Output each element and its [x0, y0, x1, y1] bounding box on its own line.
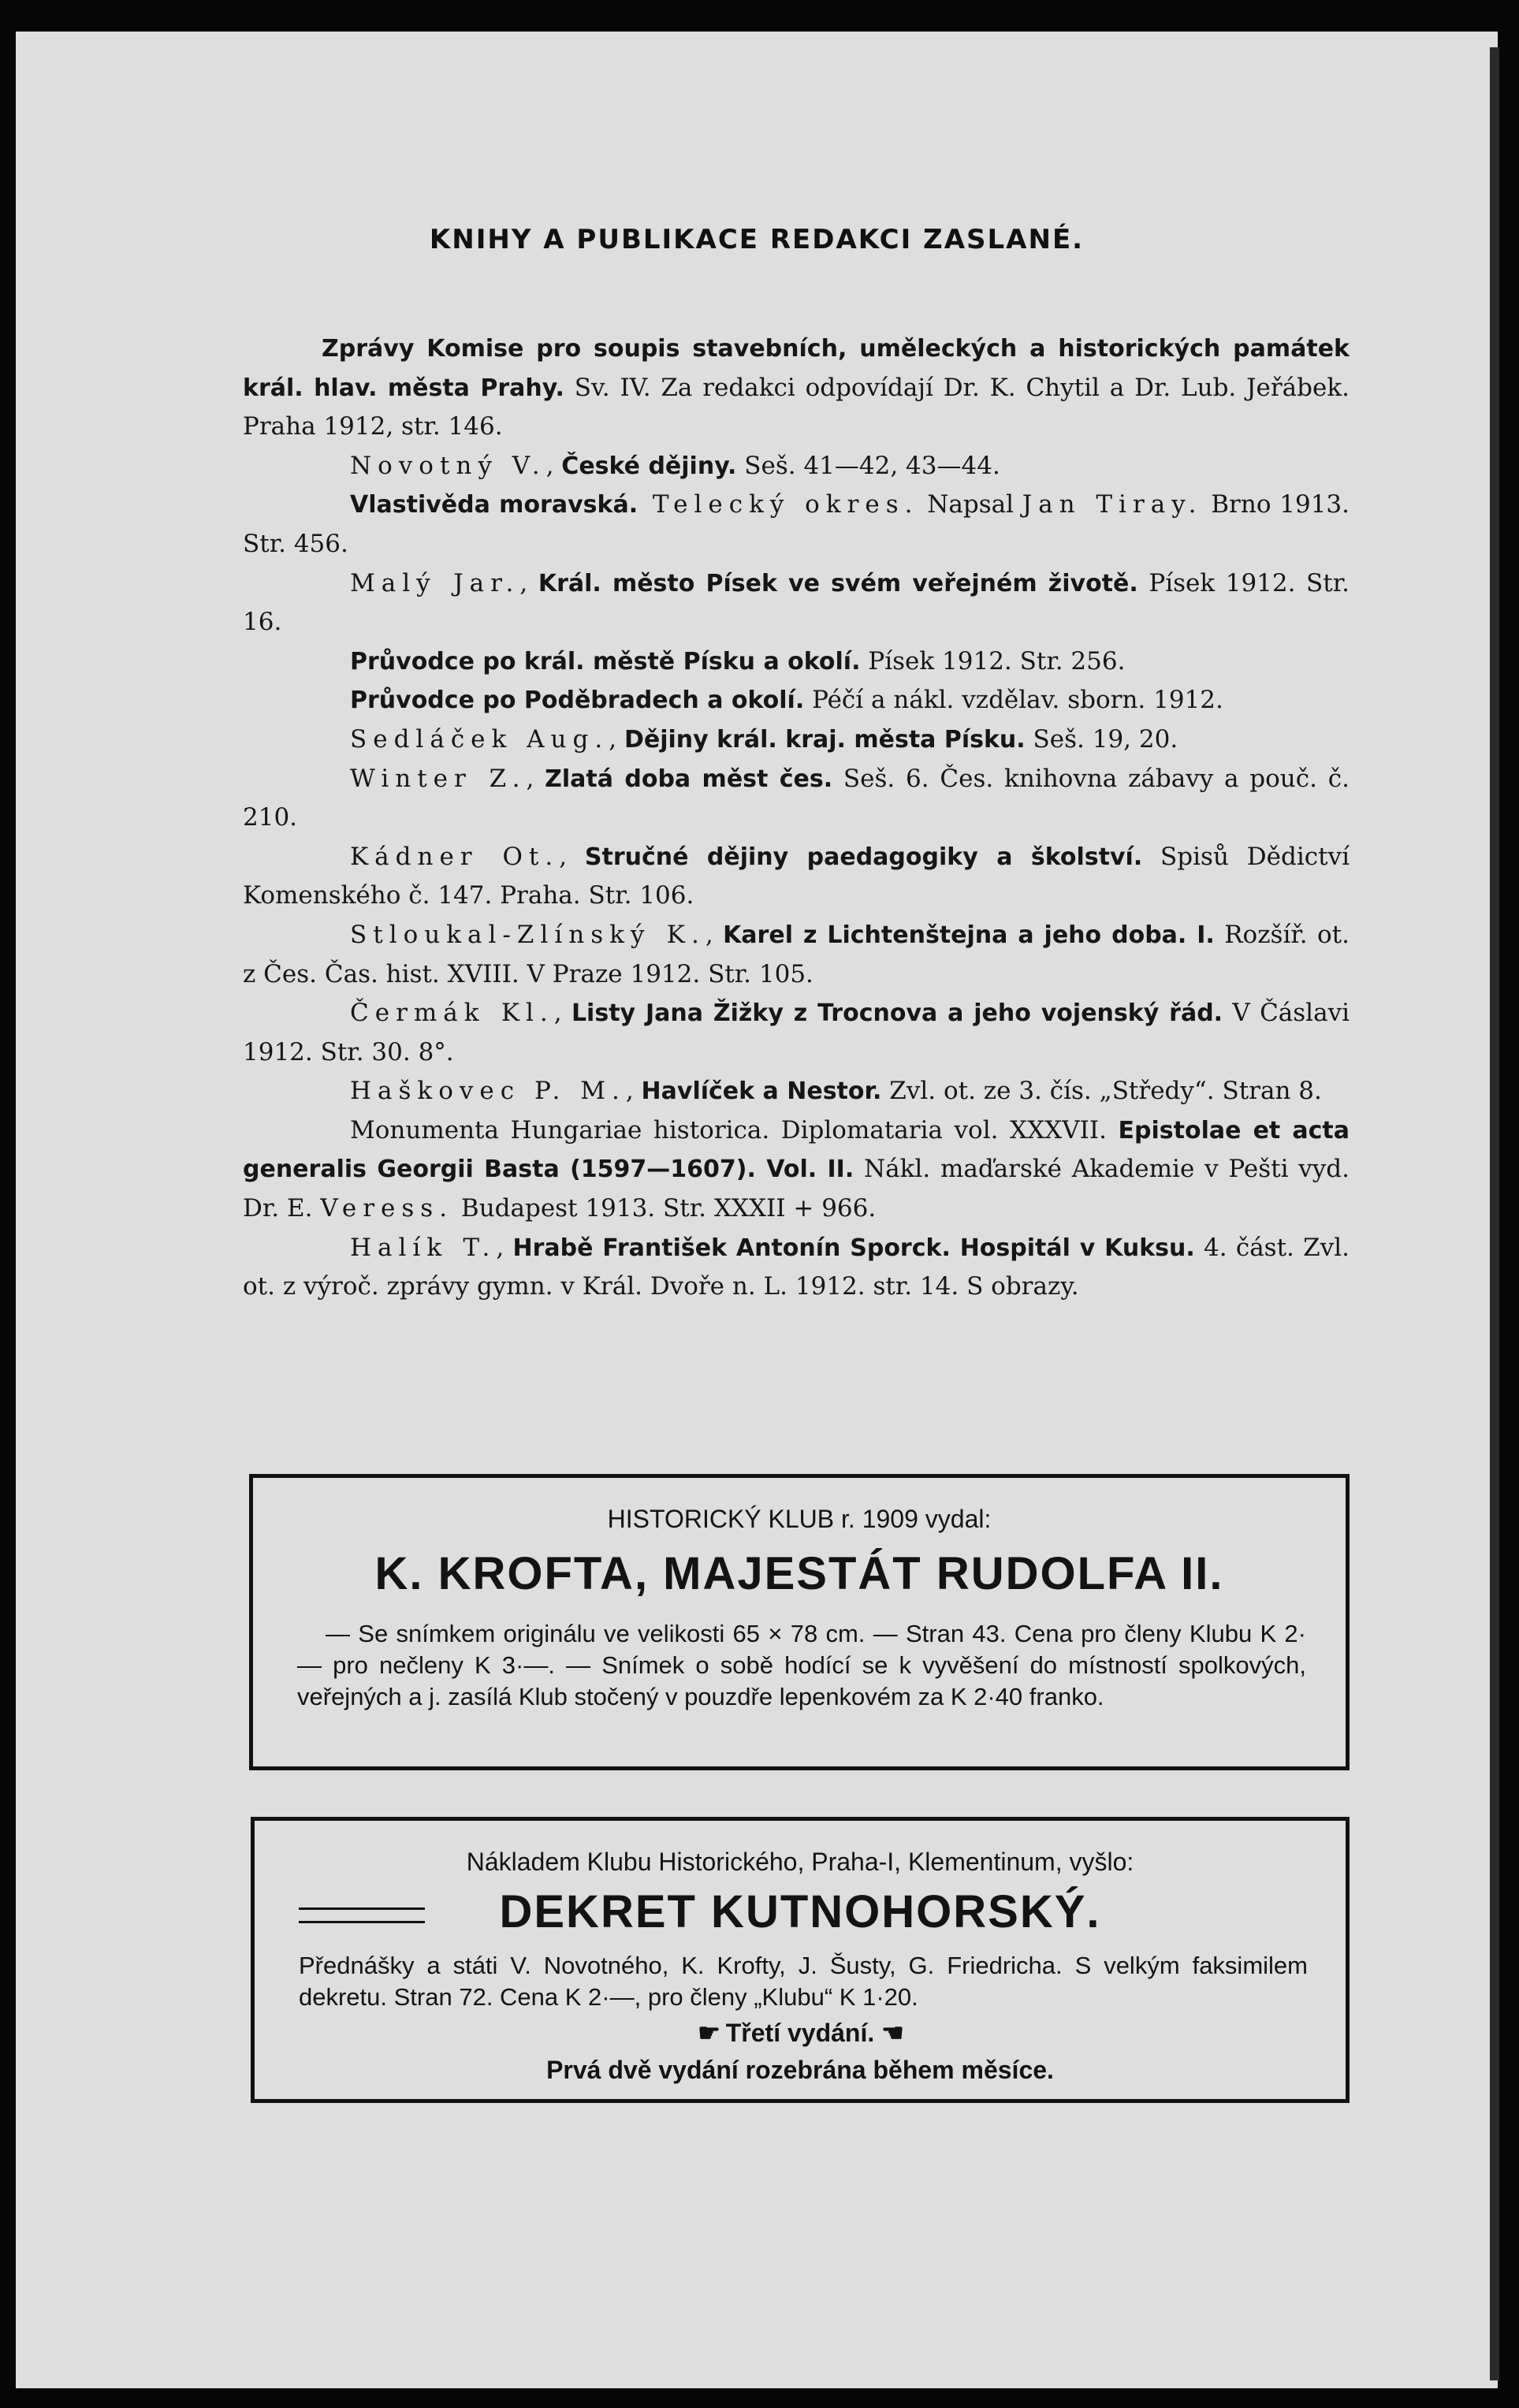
- book-author: Winter Z.: [350, 764, 527, 793]
- book-details: Zvl. ot. ze 3. čís. „Středy“. Stran 8.: [881, 1077, 1322, 1106]
- book-title: Karel z Lichtenštejna a jeho doba. I.: [723, 921, 1215, 949]
- book-details: Nákl. maďarské Akademie v Pešti vyd. Dr. E.: [243, 1155, 1350, 1223]
- edition-line: ☛ Třetí vydání. ☚: [698, 2019, 903, 2047]
- book-author: Stloukal-Zlínský K.: [350, 920, 706, 949]
- book-details: Seš. 6. Čes. knihovna zábavy a pouč. č. 210.: [243, 764, 1350, 832]
- book-entry: Čermák Kl., Listy Jana Žižky z Trocnova a jeho vojenský řád. V Čáslavi 1912. Str. 30. 8°.: [243, 999, 1350, 1066]
- book-details: Seš. 19, 20.: [1025, 724, 1178, 754]
- book-details: V Čáslavi 1912. Str. 30. 8°.: [243, 999, 1350, 1066]
- book-entry: Halík T., Hrabě František Antonín Sporck. Hospitál v Kuksu. 4. část. Zvl. ot. z výroč. zprávy gymn. v Král. Dvoře n. L. 1912. str. 14. S obrazy.: [243, 1233, 1350, 1301]
- book-entry: Novotný V., České dějiny. Seš. 41—42, 43—44.: [350, 451, 1000, 480]
- book-list: [243, 329, 1350, 1307]
- book-author: Čermák Kl.: [350, 999, 554, 1028]
- book-title: Průvodce po král. městě Písku a okolí.: [350, 647, 861, 676]
- book-details: Brno 1913. Str. 456.: [243, 490, 1350, 558]
- book-title: Hrabě František Antonín Sporck. Hospitál v Kuksu.: [512, 1234, 1195, 1262]
- book-title: Dějiny král. kraj. města Písku.: [624, 725, 1026, 754]
- advertisement-box-krofta: [249, 1474, 1350, 1770]
- box-description: — Se snímkem originálu ve velikosti 65 × 78 cm. — Stran 43. Cena pro členy Klubu K 2·— pro nečleny K 3·—. — Snímek o sobě hodící se k vyvěšení do místností spolkových, veřejných a j. zasílá Klub stočený v pouzdře lepenkovém za K 2·40 franko.: [297, 1620, 1306, 1710]
- book-author: Sedláček Aug.: [350, 724, 609, 754]
- book-entry: [243, 642, 1350, 682]
- book-entry: [243, 1111, 1350, 1229]
- book-entry: Malý Jar., Král. město Písek ve svém veřejném životě. Písek 1912. Str. 16.: [243, 568, 1350, 637]
- box-title: K. KROFTA, MAJESTÁT RUDOLFA II.: [374, 1548, 1224, 1599]
- book-series: Monumenta Hungariae historica. Diplomataria vol. XXXVII.: [350, 1115, 1107, 1144]
- book-entry: Haškovec P. M., Havlíček a Nestor. Zvl. ot. ze 3. čís. „Středy“. Stran 8.: [350, 1077, 1322, 1106]
- pointing-hand-icon: ☛: [698, 2019, 719, 2047]
- book-title: Průvodce po Poděbradech a okolí.: [350, 687, 805, 715]
- book-details: Budapest 1913. Str. XXXII + 966.: [453, 1194, 877, 1223]
- book-details: Seš. 41—42, 43—44.: [736, 451, 1000, 480]
- document-page: [16, 32, 1498, 2388]
- box-intro-text: Nákladem Klubu Historického, Praha-I, Klementinum, vyšlo:: [466, 1848, 1134, 1876]
- book-title: Epistolae et acta generalis Georgii Basta (1597—1607). Vol. II.: [243, 1116, 1350, 1184]
- book-author: Haškovec P. M.: [350, 1077, 626, 1106]
- page-heading: KNIHY A PUBLIKACE REDAKCI ZASLANÉ.: [429, 224, 1085, 255]
- book-details: Napsal: [918, 490, 1022, 519]
- book-entry: Sedláček Aug., Dějiny král. kraj. města Písku. Seš. 19, 20.: [350, 724, 1178, 754]
- box-intro-text: HISTORICKÝ KLUB r. 1909 vydal:: [607, 1505, 992, 1533]
- book-author: Kádner Ot.: [350, 842, 560, 871]
- book-details: Rozšíř. ot. z Čes. Čas. hist. XVIII. V Praze 1912. Str. 105.: [243, 920, 1350, 988]
- box-description: Přednášky a státi V. Novotného, K. Krofty, J. Šusty, G. Friedricha. S velkým faksimilem dekretu. Stran 72. Cena K 2·—, pro členy „Klubu“ K 1·20.: [299, 1952, 1308, 2011]
- book-title: Král. město Písek ve svém veřejném životě.: [538, 569, 1138, 597]
- book-author: Malý Jar.: [350, 568, 520, 597]
- book-title: Vlastivěda moravská.: [350, 491, 639, 519]
- book-title: Havlíček a Nestor.: [641, 1077, 882, 1106]
- box-title: DEKRET KUTNOHORSKÝ.: [499, 1886, 1101, 1937]
- book-subtitle: Telecký okres.: [638, 490, 919, 519]
- book-title: Listy Jana Žižky z Trocnova a jeho vojenský řád.: [571, 999, 1223, 1028]
- book-entry: Stloukal-Zlínský K., Karel z Lichtenštejna a jeho doba. I. Rozšíř. ot. z Čes. Čas. hist. XVIII. V Praze 1912. Str. 105.: [243, 920, 1350, 988]
- book-entry: Kádner Ot., Stručné dějiny paedagogiky a školství. Spisů Dědictví Komenského č. 147. Praha. Str. 106.: [243, 842, 1350, 910]
- book-entry: [243, 329, 1350, 447]
- book-details: Spisů Dědictví Komenského č. 147. Praha. Str. 106.: [243, 842, 1350, 910]
- advertisement-box-dekret: [251, 1817, 1350, 2103]
- book-title: České dějiny.: [561, 452, 737, 480]
- book-author: Jan Tiray.: [1022, 490, 1203, 519]
- book-author: Novotný V.: [350, 451, 546, 480]
- book-details: Péčí a nákl. vzdělav. sborn. 1912.: [804, 686, 1223, 715]
- book-title: Zlatá doba měst čes.: [545, 765, 833, 793]
- book-entry: [243, 486, 1350, 564]
- book-author: Halík T.: [350, 1233, 497, 1262]
- pointing-hand-left-icon: ☚: [881, 2019, 903, 2047]
- book-title: Stručné dějiny paedagogiky a školství.: [584, 843, 1143, 871]
- book-details: Písek 1912. Str. 16.: [243, 568, 1350, 637]
- book-author: Veress.: [320, 1194, 454, 1223]
- page-edge-shadow: [1490, 47, 1499, 2380]
- book-details: Písek 1912. Str. 256.: [860, 646, 1126, 676]
- book-details: 4. část. Zvl. ot. z výroč. zprávy gymn. v Král. Dvoře n. L. 1912. str. 14. S obrazy.: [243, 1233, 1350, 1301]
- book-title: Zprávy Komise pro soupis stavebních, uměleckých a historických památek král. hlav. města Prahy.: [243, 335, 1350, 402]
- book-details: Sv. IV. Za redakci odpovídají Dr. K. Chytil a Dr. Lub. Jeřábek. Praha 1912, str. 146.: [243, 373, 1350, 441]
- book-entry: Winter Z., Zlatá doba měst čes. Seš. 6. Čes. knihovna zábavy a pouč. č. 210.: [243, 764, 1350, 832]
- book-entry: [243, 681, 1350, 720]
- box-note: Prvá dvě vydání rozebrána během měsíce.: [546, 2056, 1054, 2084]
